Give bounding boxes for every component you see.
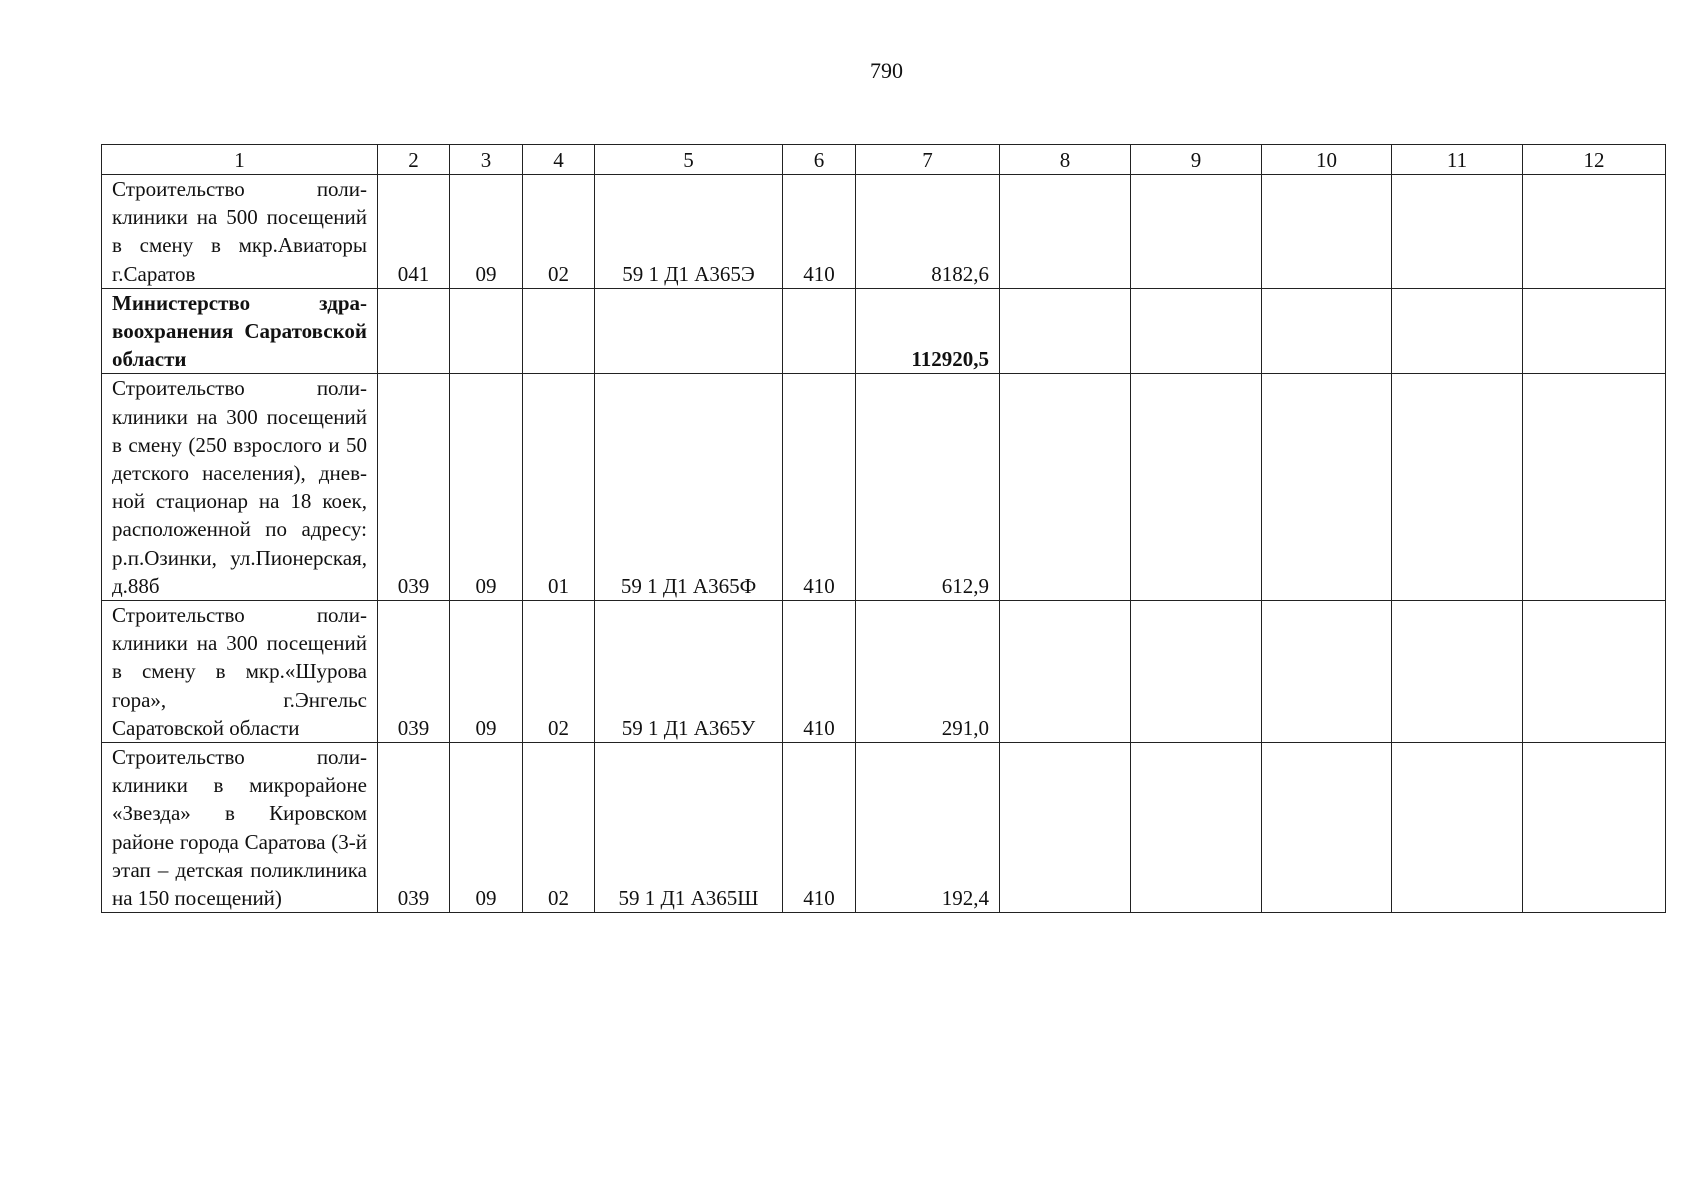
row-name-cell: Строительство поликлиники на 300 посещений в смену (250 взрослого и 50 детского населения), дневной стационар на 18 коек, расположенной по адресу: р.п.Озинки, ул.Пионерская, д.88б <box>102 374 378 601</box>
ministry-code-cell: 039 <box>378 374 450 601</box>
section-code-cell: 09 <box>450 175 523 289</box>
empty-cell <box>1000 374 1131 601</box>
empty-cell <box>1131 288 1262 374</box>
amount-cell: 291,0 <box>856 601 1000 743</box>
target-article-cell: 59 1 Д1 А365Ш <box>595 743 783 913</box>
subsection-code-cell: 02 <box>523 175 595 289</box>
column-header-4: 4 <box>523 145 595 175</box>
empty-cell <box>1523 374 1666 601</box>
table-row <box>102 374 1666 601</box>
expense-type-cell: 410 <box>783 743 856 913</box>
amount-cell: 612,9 <box>856 374 1000 601</box>
empty-cell <box>1131 175 1262 289</box>
section-code-cell: 09 <box>450 374 523 601</box>
empty-cell <box>1131 601 1262 743</box>
empty-cell <box>1523 601 1666 743</box>
section-code-cell <box>450 288 523 374</box>
empty-cell <box>1392 374 1523 601</box>
empty-cell <box>1000 743 1131 913</box>
subsection-code-cell: 02 <box>523 743 595 913</box>
target-article-cell: 59 1 Д1 А365Э <box>595 175 783 289</box>
empty-cell <box>1262 288 1392 374</box>
empty-cell <box>1262 743 1392 913</box>
empty-cell <box>1392 743 1523 913</box>
column-header-8: 8 <box>1000 145 1131 175</box>
empty-cell <box>1262 175 1392 289</box>
target-article-cell <box>595 288 783 374</box>
empty-cell <box>1131 374 1262 601</box>
column-header-10: 10 <box>1262 145 1392 175</box>
table-row <box>102 743 1666 913</box>
expense-type-cell: 410 <box>783 175 856 289</box>
page-number: 790 <box>870 58 903 83</box>
column-header-12: 12 <box>1523 145 1666 175</box>
target-article-cell: 59 1 Д1 А365Ф <box>595 374 783 601</box>
table-row <box>102 601 1666 743</box>
header-row <box>102 145 1666 175</box>
column-header-3: 3 <box>450 145 523 175</box>
empty-cell <box>1392 175 1523 289</box>
empty-cell <box>1131 743 1262 913</box>
empty-cell <box>1262 601 1392 743</box>
table-row <box>102 288 1666 374</box>
amount-cell: 192,4 <box>856 743 1000 913</box>
subsection-code-cell <box>523 288 595 374</box>
column-header-2: 2 <box>378 145 450 175</box>
column-header-11: 11 <box>1392 145 1523 175</box>
budget-table <box>101 144 1666 913</box>
ministry-code-cell <box>378 288 450 374</box>
amount-cell: 8182,6 <box>856 175 1000 289</box>
expense-type-cell: 410 <box>783 374 856 601</box>
empty-cell <box>1392 601 1523 743</box>
section-code-cell: 09 <box>450 601 523 743</box>
column-header-9: 9 <box>1131 145 1262 175</box>
expense-type-cell <box>783 288 856 374</box>
subsection-code-cell: 02 <box>523 601 595 743</box>
target-article-cell: 59 1 Д1 А365У <box>595 601 783 743</box>
ministry-code-cell: 039 <box>378 743 450 913</box>
ministry-code-cell: 039 <box>378 601 450 743</box>
column-header-1: 1 <box>102 145 378 175</box>
column-header-7: 7 <box>856 145 1000 175</box>
empty-cell <box>1523 743 1666 913</box>
empty-cell <box>1000 175 1131 289</box>
expense-type-cell: 410 <box>783 601 856 743</box>
empty-cell <box>1392 288 1523 374</box>
empty-cell <box>1262 374 1392 601</box>
amount-cell: 112920,5 <box>856 288 1000 374</box>
empty-cell <box>1523 175 1666 289</box>
table-row <box>102 175 1666 289</box>
row-name-cell: Строительство поликлиники на 500 посещений в смену в мкр.Авиаторы г.Саратов <box>102 175 378 289</box>
empty-cell <box>1000 601 1131 743</box>
row-name-cell: Строительство поликлиники в микрорайоне «Звезда» в Кировском районе города Саратова (3-й этап – детская поликлиника на 150 посещений) <box>102 743 378 913</box>
row-name-cell: Министерство здравоохранения Саратовской области <box>102 288 378 374</box>
section-code-cell: 09 <box>450 743 523 913</box>
empty-cell <box>1000 288 1131 374</box>
ministry-code-cell: 041 <box>378 175 450 289</box>
subsection-code-cell: 01 <box>523 374 595 601</box>
column-header-5: 5 <box>595 145 783 175</box>
column-header-6: 6 <box>783 145 856 175</box>
row-name-cell: Строительство поликлиники на 300 посещений в смену в мкр.«Шурова гора», г.Энгельс Саратовской области <box>102 601 378 743</box>
empty-cell <box>1523 288 1666 374</box>
